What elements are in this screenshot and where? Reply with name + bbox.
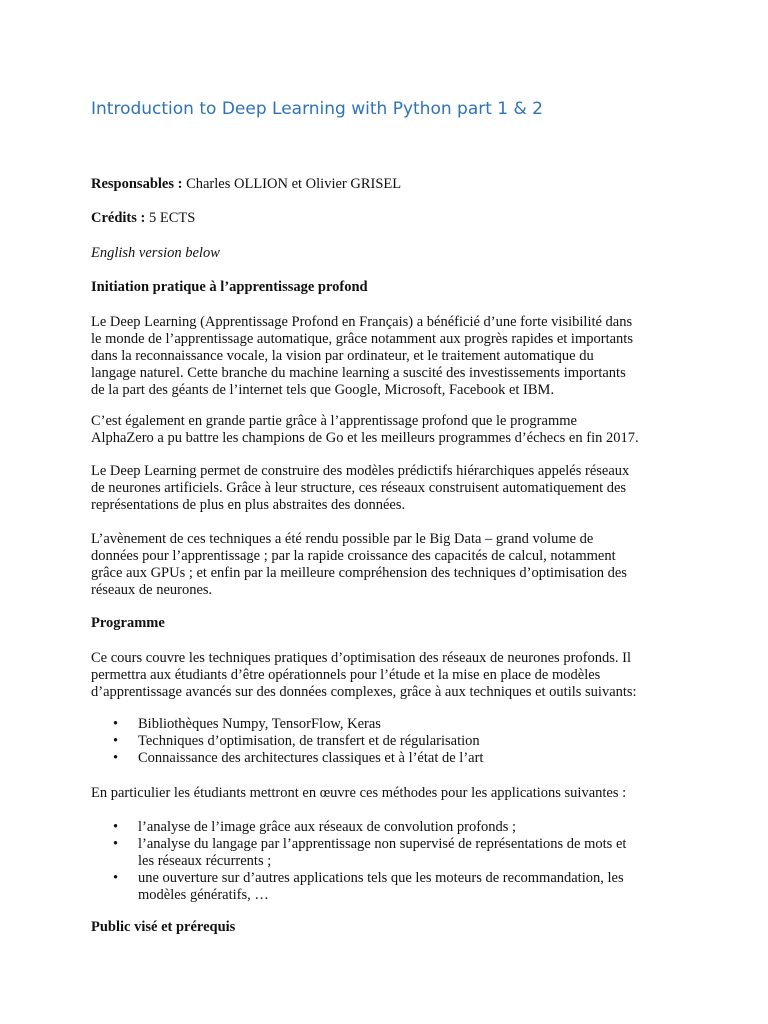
document-title: Introduction to Deep Learning with Python part 1 & 2 — [91, 99, 543, 119]
bullet-icon: • — [113, 836, 119, 852]
paragraph-line: représentations de plus en plus abstraites des données. — [91, 497, 406, 513]
english-version-note: English version below — [91, 245, 220, 261]
bullet-icon: • — [113, 870, 119, 886]
paragraph-line: Ce cours couvre les techniques pratiques d’optimisation des réseaux de neurones profonds. Il — [91, 650, 631, 666]
bullet-icon: • — [113, 716, 119, 732]
list-item: • l’analyse du langage par l’apprentissage non supervisé de représentations de mots et les réseaux récurrents ; — [113, 836, 627, 869]
paragraph-line: langage naturel. Cette branche du machine learning a suscité des investissements importants — [91, 365, 626, 381]
credits-value: 5 ECTS — [145, 210, 196, 226]
paragraph-line: d’apprentissage avancés sur des données complexes, grâce à aux techniques et outils suivants: — [91, 684, 637, 700]
paragraph-line: données pour l’apprentissage ; par la rapide croissance des capacités de calcul, notamment — [91, 548, 616, 564]
bullet-icon: • — [113, 819, 119, 835]
paragraph-line: C’est également en grande partie grâce à l’apprentissage profond que le programme — [91, 413, 577, 429]
paragraph-programme — [91, 650, 681, 701]
paragraph-models — [91, 463, 681, 514]
responsables-label: Responsables : — [91, 176, 183, 192]
paragraph-line: Le Deep Learning (Apprentissage Profond en Français) a bénéficié d’une forte visibilité dans — [91, 314, 633, 330]
paragraph-line: Le Deep Learning permet de construire des modèles prédictifs hiérarchiques appelés réseaux — [91, 463, 630, 479]
paragraph-alphazero — [91, 413, 681, 447]
list-item: • une ouverture sur d’autres applications tels que les moteurs de recommandation, les modèles génératifs, … — [113, 870, 624, 903]
responsables-line — [91, 176, 681, 193]
heading-public: Public visé et prérequis — [91, 919, 236, 935]
bullet-icon: • — [113, 750, 119, 766]
paragraph-line: L’avènement de ces techniques a été rendu possible par le Big Data – grand volume de — [91, 531, 594, 547]
heading-programme: Programme — [91, 615, 165, 631]
paragraph-intro — [91, 314, 681, 399]
tools-list — [91, 716, 681, 767]
credits-line — [91, 210, 681, 227]
list-item: • Bibliothèques Numpy, TensorFlow, Keras — [113, 716, 381, 732]
applications-list — [91, 819, 681, 904]
paragraph-line: réseaux de neurones. — [91, 582, 213, 598]
list-item: • l’analyse de l’image grâce aux réseaux de convolution profonds ; — [113, 819, 517, 835]
paragraph-line: dans la reconnaissance vocale, la vision par ordinateur, et le traitement automatique du — [91, 348, 594, 364]
heading-initiation: Initiation pratique à l’apprentissage profond — [91, 279, 368, 295]
list-item: • Techniques d’optimisation, de transfert et de régularisation — [113, 733, 480, 749]
paragraph-line: le monde de l’apprentissage automatique, grâce notamment aux progrès rapides et importants — [91, 331, 633, 347]
credits-label: Crédits : — [91, 210, 146, 226]
paragraph-line: permettra aux étudiants d’être opérationnels pour l’étude et la mise en place de modèles — [91, 667, 601, 683]
paragraph-line: de neurones artificiels. Grâce à leur structure, ces réseaux construisent automatiquement des — [91, 480, 627, 496]
paragraph-big-data — [91, 531, 681, 599]
paragraph-line: AlphaZero a pu battre les champions de Go et les meilleurs programmes d’échecs en fin 2017. — [91, 430, 639, 446]
paragraph-line: grâce aux GPUs ; et enfin par la meilleure compréhension des techniques d’optimisation des — [91, 565, 627, 581]
list-item: • Connaissance des architectures classiques et à l’état de l’art — [113, 750, 484, 766]
bullet-icon: • — [113, 733, 119, 749]
paragraph-applications: En particulier les étudiants mettront en œuvre ces méthodes pour les applications suivantes : — [91, 785, 627, 801]
responsables-value: Charles OLLION et Olivier GRISEL — [182, 176, 402, 192]
paragraph-line: de la part des géants de l’internet tels que Google, Microsoft, Facebook et IBM. — [91, 382, 555, 398]
